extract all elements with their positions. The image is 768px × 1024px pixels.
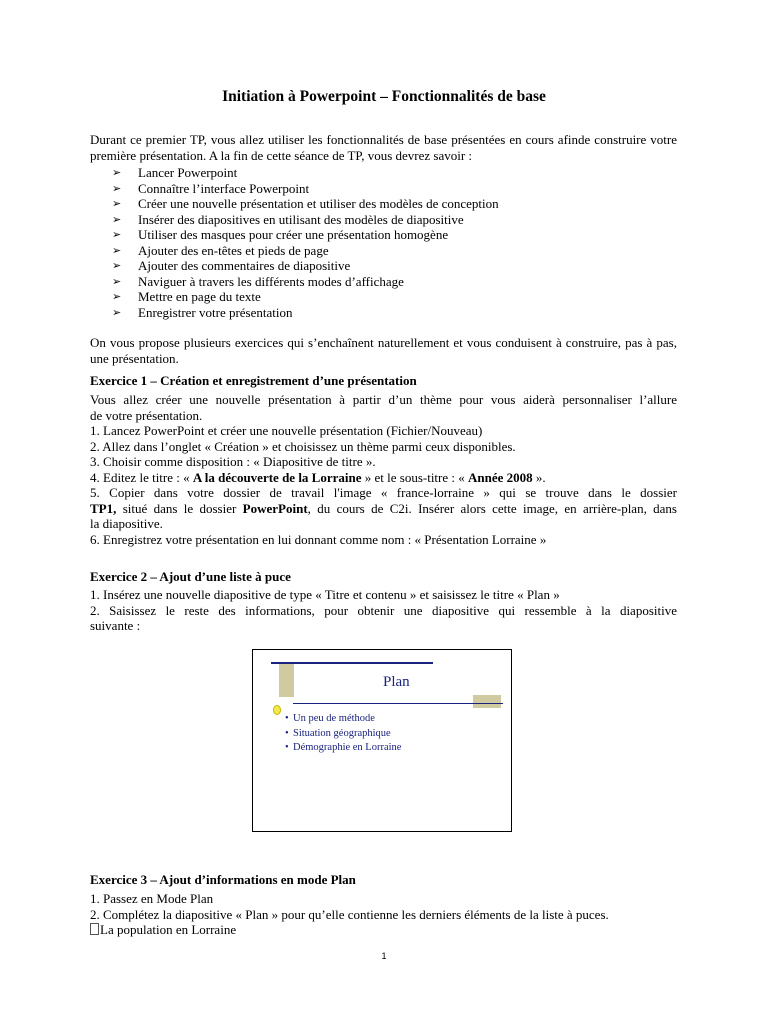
list-item: ➢ Connaître l’interface Powerpoint (112, 180, 310, 196)
list-item: ➢ Mettre en page du texte (112, 289, 261, 304)
ex1-step-1: 1. Lancez PowerPoint et créer une nouvelle présentation (Fichier/Nouveau) (90, 423, 483, 438)
arrow-bullet-icon: ➢ (112, 243, 122, 257)
slide-title: Plan (383, 674, 410, 690)
list-item: ➢ Ajouter des en-têtes et pieds de page (112, 242, 329, 258)
intro-paragraph: Durant ce premier TP, vous allez utiliser les fonctionnalités de base présentées en cours afinde construire votre première présentation. A la fin de cette séance de TP, vous devrez savoir : (90, 132, 677, 163)
arrow-bullet-icon: ➢ (112, 181, 122, 195)
list-item: ➢ Ajouter des commentaires de diapositive (112, 258, 351, 273)
proposal-paragraph: On vous propose plusieurs exercices qui s’enchaînent naturellement et vous conduisent à construire, pas à pas, une présentation. (90, 335, 677, 366)
bullet-dot-icon: • (285, 727, 289, 739)
ex1-step-3: 3. Choisir comme disposition : « Diapositive de titre ». (90, 454, 376, 469)
slide-decor-line (293, 703, 503, 704)
ex1-step-4: 4. Editez le titre : « A la découverte de la Lorraine » et le sous-titre : « Année 2008 ». (90, 469, 546, 485)
objectives-list (112, 165, 499, 320)
ex2-step-2-line: suivante : (90, 618, 141, 633)
ex1-step-6: 6. Enregistrez votre présentation en lui donnant comme nom : « Présentation Lorraine » (90, 531, 547, 547)
ex2-step-2-line: 2. Saisissez le reste des informations, pour obtenir une diapositive qui ressemble à la diapositive (90, 602, 677, 618)
exercise-1-body (90, 392, 677, 547)
exercise-3-heading: Exercice 3 – Ajout d’informations en mode Plan (90, 872, 356, 887)
lightbulb-icon (273, 705, 281, 715)
bullet-dot-icon: • (285, 713, 289, 724)
ex1-step-2: 2. Allez dans l’onglet « Création » et choisissez un thème parmi ceux disponibles. (90, 438, 516, 454)
bullet-dot-icon: • (285, 742, 289, 753)
slide-preview (252, 649, 512, 832)
slide-decor-line (271, 662, 433, 664)
arrow-bullet-icon: ➢ (112, 290, 122, 303)
arrow-bullet-icon: ➢ (112, 274, 122, 288)
arrow-bullet-icon: ➢ (112, 212, 122, 226)
ex1-step-5-line: TP1, situé dans le dossier PowerPoint, du cours de C2i. Insérer alors cette image, en arrière-plan, dans (90, 500, 677, 516)
document-title: Initiation à Powerpoint – Fonctionnalités de base (222, 88, 546, 105)
arrow-bullet-icon: ➢ (112, 259, 122, 272)
arrow-bullet-icon: ➢ (112, 228, 122, 241)
list-item: ➢ Créer une nouvelle présentation et utiliser des modèles de conception (112, 196, 499, 211)
list-item: ➢ Enregistrer votre présentation (112, 304, 293, 320)
list-item: ➢ Insérer des diapositives en utilisant des modèles de diapositive (112, 211, 464, 227)
arrow-bullet-icon: ➢ (112, 166, 122, 179)
ex1-intro-line: de votre présentation. (90, 407, 203, 423)
slide-bullet-item: • Situation géographique (285, 727, 401, 742)
exercise-3-body (90, 891, 677, 938)
list-item: ➢ Naviguer à travers les différents modes d’affichage (112, 273, 404, 289)
arrow-bullet-icon: ➢ (112, 197, 122, 210)
slide-bullet-item: • Un peu de méthode (285, 712, 401, 727)
exercise-1-heading: Exercice 1 – Création et enregistrement d’une présentation (90, 373, 417, 388)
ex1-step-5-line: 5. Copier dans votre dossier de travail l'image « france-lorraine » qui se trouve dans le dossier (90, 485, 677, 500)
arrow-bullet-icon: ➢ (112, 305, 122, 319)
missing-glyph-icon (90, 923, 99, 935)
ex3-step-3: La population en Lorraine (90, 922, 677, 938)
ex1-step-5-line: la diapositive. (90, 516, 163, 531)
ex3-step-1: 1. Passez en Mode Plan (90, 891, 214, 906)
slide-decor-bar (473, 695, 501, 708)
ex3-step-2: 2. Complétez la diapositive « Plan » pour qu’elle contienne les derniers éléments de la liste à puces. (90, 906, 609, 922)
exercise-2-heading: Exercice 2 – Ajout d’une liste à puce (90, 569, 291, 584)
ex2-step-1: 1. Insérez une nouvelle diapositive de type « Titre et contenu » et saisissez le titre « Plan » (90, 587, 560, 602)
list-item: ➢ Lancer Powerpoint (112, 165, 238, 180)
slide-bullet-item: • Démographie en Lorraine (285, 741, 401, 756)
slide-bullet-list (285, 712, 401, 756)
ex1-intro-line: Vous allez créer une nouvelle présentation à partir d’un thème pour vous aiderà personnaliser l’allure (90, 392, 677, 407)
slide-decor-bar (279, 664, 294, 697)
page-number: 1 (381, 951, 387, 961)
list-item: ➢ Utiliser des masques pour créer une présentation homogène (112, 227, 449, 242)
exercise-2-body (90, 587, 677, 634)
